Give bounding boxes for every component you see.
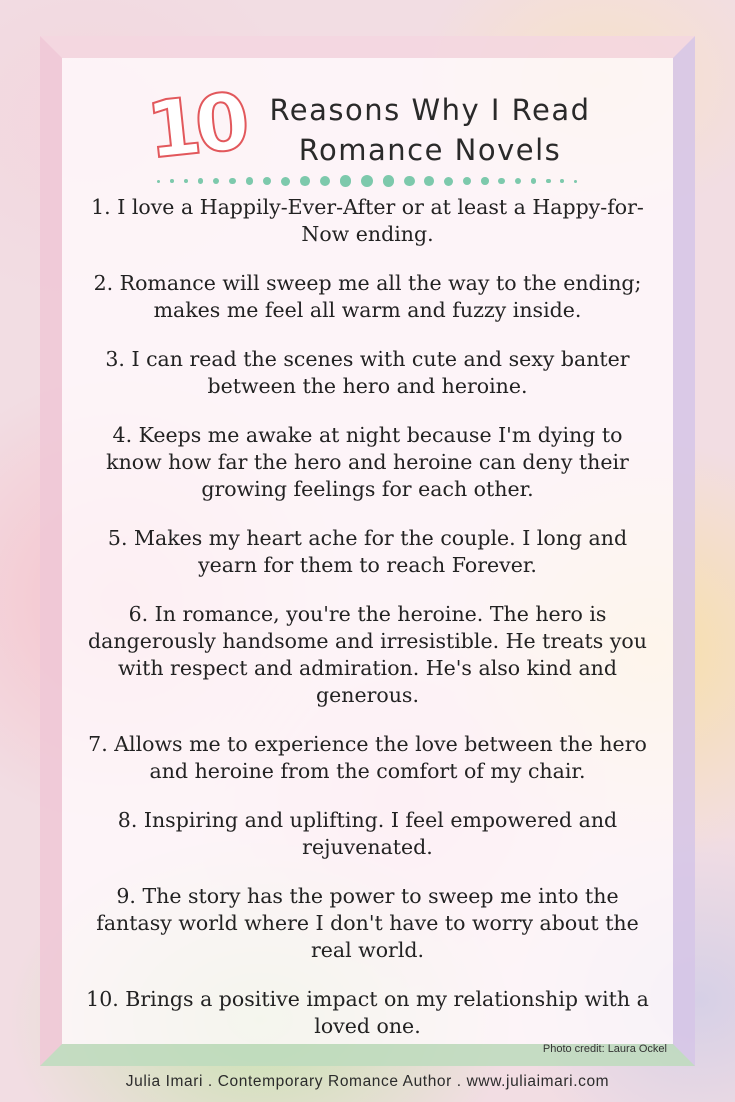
title-line-1: Reasons Why I Read <box>269 93 591 127</box>
divider-dot <box>246 177 254 185</box>
divider-dot <box>574 180 577 183</box>
divider-dot <box>184 179 189 184</box>
list-item: 10. Brings a positive impact on my relationship with a loved one. <box>86 987 649 1038</box>
divider-dot <box>281 177 290 186</box>
divider-dot <box>498 178 505 185</box>
divider-dot <box>263 177 271 185</box>
divider-dot <box>320 176 331 187</box>
divider-dot <box>404 176 415 187</box>
list-item: 7. Allows me to experience the love between the hero and heroine from the comfort of my chair. <box>88 732 647 783</box>
divider-dot <box>361 175 373 187</box>
title-line-2: Romance Novels <box>298 133 562 167</box>
divider-dot <box>515 178 521 184</box>
divider-dot <box>340 175 351 186</box>
footer-author-line: Julia Imari . Contemporary Romance Author . www.juliaimari.com <box>125 1073 610 1090</box>
list-item: 8. Inspiring and uplifting. I feel empowered and rejuvenated. <box>117 808 618 859</box>
list-item: 4. Keeps me awake at night because I'm dying to know how far the hero and heroine can deny their growing feelings for each other. <box>106 423 629 501</box>
divider-dot <box>198 178 203 183</box>
list-item: 2. Romance will sweep me all the way to the ending; makes me feel all warm and fuzzy inside. <box>93 271 642 322</box>
list-item: 1. I love a Happily-Ever-After or at least a Happy-for-Now ending. <box>91 195 644 246</box>
dotted-divider <box>157 174 577 188</box>
divider-dot <box>170 179 174 183</box>
list-item: 5. Makes my heart ache for the couple. I long and yearn for them to reach Forever. <box>107 526 628 577</box>
divider-dot <box>481 177 489 185</box>
divider-dot <box>463 177 471 185</box>
content-card <box>62 58 673 1044</box>
divider-dot <box>383 175 394 186</box>
page-title <box>250 90 610 170</box>
divider-dot <box>560 179 564 183</box>
divider-dot <box>531 178 536 183</box>
photo-credit: Photo credit: Laura Ockel <box>542 1043 667 1055</box>
list-item: 9. The story has the power to sweep me into the fantasy world where I don't have to worry about the real world. <box>96 884 639 962</box>
divider-dot <box>157 180 160 183</box>
header <box>62 77 673 198</box>
divider-dot <box>546 179 551 184</box>
divider-dot <box>444 177 453 186</box>
divider-dot <box>424 176 434 186</box>
reasons-list <box>82 194 653 1062</box>
divider-dot <box>213 178 219 184</box>
list-item: 3. I can read the scenes with cute and sexy banter between the hero and heroine. <box>105 347 630 398</box>
divider-dot <box>229 178 236 185</box>
big-number-ten: 10 <box>142 77 248 177</box>
list-item: 6. In romance, you're the heroine. The hero is dangerously handsome and irresistible. He treats you with respect and admiration. He's also kind and generous. <box>88 602 647 707</box>
divider-dot <box>300 176 310 186</box>
